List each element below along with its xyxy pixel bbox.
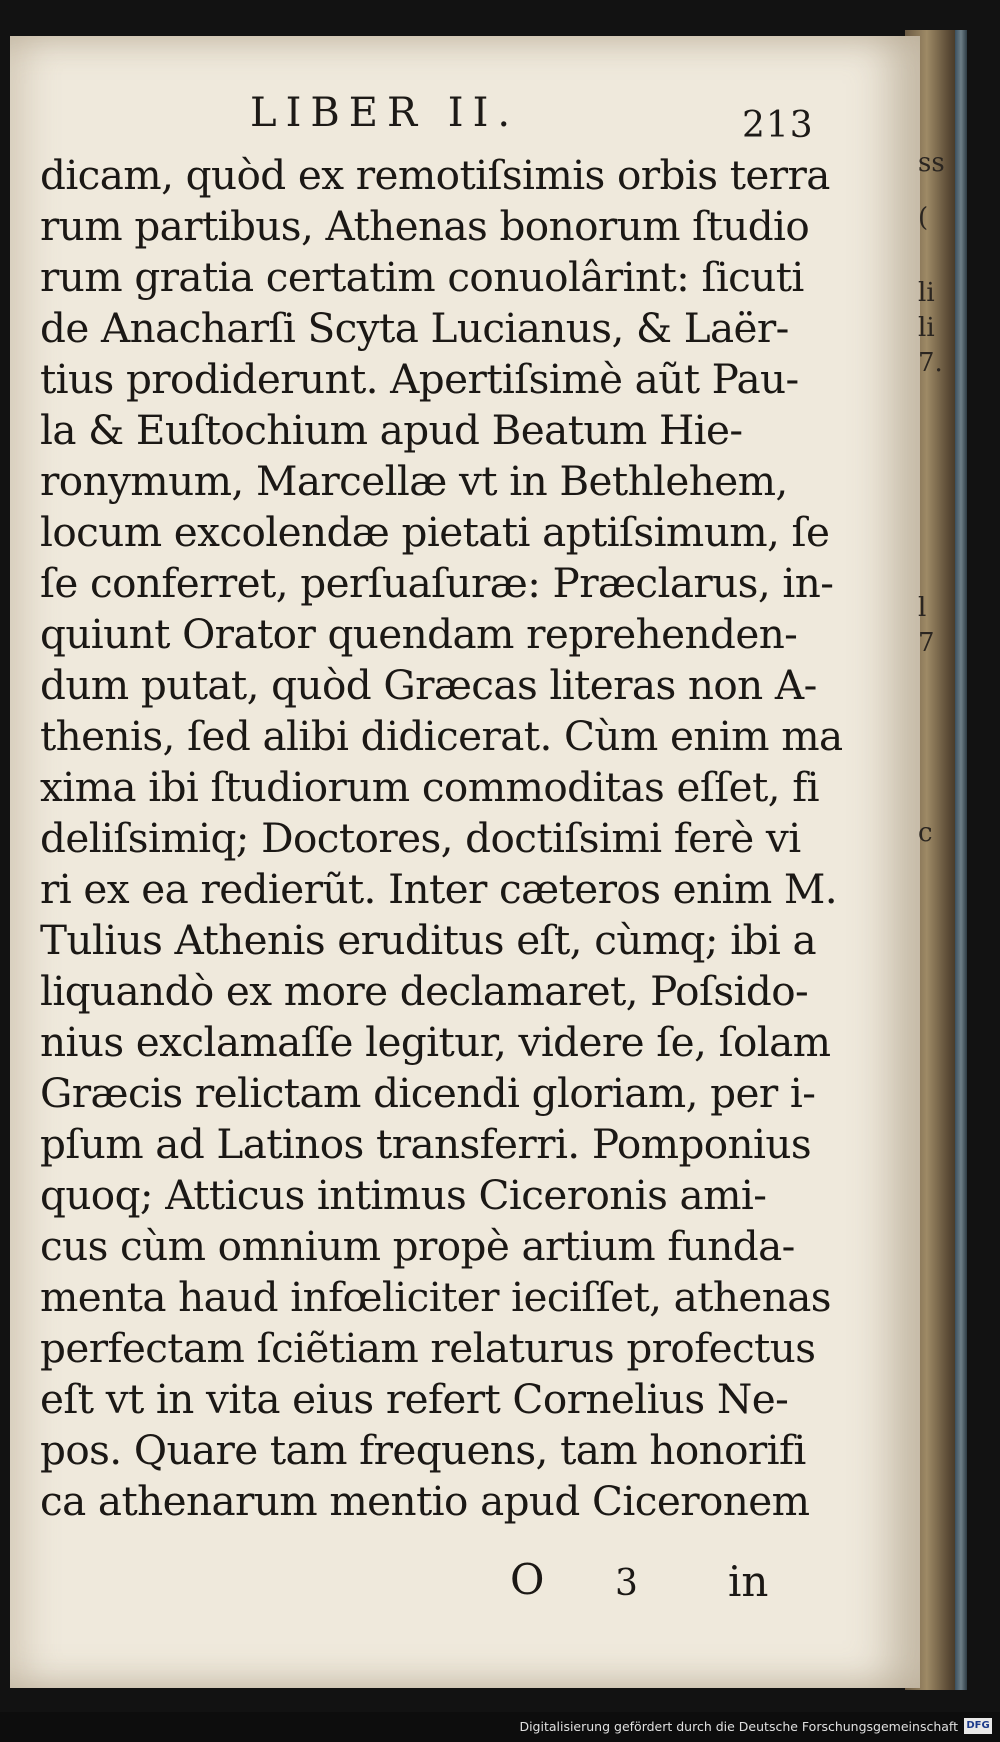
credit-text: Digitalisierung gefördert durch die Deutsche Forschungsgemeinschaft bbox=[519, 1719, 958, 1734]
page-number: 213 bbox=[742, 105, 814, 146]
text-line: Græcis relictam dicendi gloriam, per i- bbox=[40, 1069, 816, 1117]
text-line: menta haud infœliciter ieciſſet, athenas bbox=[40, 1273, 831, 1321]
running-head: LIBER II. bbox=[250, 90, 520, 136]
text-line: la & Euſtochium apud Beatum Hie- bbox=[40, 406, 743, 454]
text-line: pos. Quare tam frequens, tam honorifi bbox=[40, 1426, 806, 1474]
dfg-logo-icon: DFG bbox=[964, 1718, 992, 1734]
text-line: de Anacharſi Scyta Lucianus, & Laër- bbox=[40, 304, 789, 352]
signature-number: 3 bbox=[615, 1563, 638, 1604]
text-line: dum putat, quòd Græcas literas non A- bbox=[40, 661, 817, 709]
page-footer bbox=[40, 1555, 780, 1615]
book-cover-edge bbox=[955, 30, 967, 1690]
edge-mark: ( bbox=[918, 203, 929, 233]
text-line: Tulius Athenis eruditus eſt, cùmq; ibi a bbox=[40, 916, 817, 964]
text-line: ca athenarum mentio apud Ciceronem bbox=[40, 1477, 810, 1525]
catchword: in bbox=[728, 1557, 769, 1606]
signature-mark: O bbox=[510, 1555, 545, 1604]
text-line: rum gratia certatim conuolârint: ſicuti bbox=[40, 253, 804, 301]
edge-mark: c bbox=[918, 818, 933, 848]
text-line: tius prodiderunt. Apertiſsimè aũt Pau- bbox=[40, 355, 799, 403]
text-line: dicam, quòd ex remotiſsimis orbis terra bbox=[40, 151, 830, 199]
text-line: liquandò ex more declamaret, Poſsido- bbox=[40, 967, 809, 1015]
text-line: locum excolendæ pietati aptiſsimum, ſe bbox=[40, 508, 830, 556]
text-line: deliſsimiq; Doctores, doctiſsimi ferè vi bbox=[40, 814, 801, 862]
edge-mark: l bbox=[918, 593, 927, 623]
edge-mark: 7 bbox=[918, 628, 935, 658]
edge-mark: li bbox=[918, 313, 935, 343]
text-line: rum partibus, Athenas bonorum ſtudio bbox=[40, 202, 810, 250]
credit-bar bbox=[0, 1712, 1000, 1742]
text-line: ri ex ea redierũt. Inter cæteros enim M. bbox=[40, 865, 838, 913]
text-line: nius exclamaſſe legitur, videre ſe, ſolam bbox=[40, 1018, 831, 1066]
text-line: ſe conferret, perſuaſuræ: Præclarus, in- bbox=[40, 559, 834, 607]
body-text bbox=[40, 150, 843, 1527]
edge-mark: 7. bbox=[918, 348, 943, 378]
text-line: eſt vt in vita eius refert Cornelius Ne- bbox=[40, 1375, 789, 1423]
text-line: perfectam ſciẽtiam relaturus profectus bbox=[40, 1324, 816, 1372]
text-line: quiunt Orator quendam reprehenden- bbox=[40, 610, 798, 658]
text-line: ronymum, Marcellæ vt in Bethlehem, bbox=[40, 457, 788, 505]
edge-mark: ss bbox=[918, 148, 945, 178]
text-line: thenis, ſed alibi didicerat. Cùm enim ma bbox=[40, 712, 843, 760]
text-line: pſum ad Latinos transferri. Pomponius bbox=[40, 1120, 812, 1168]
edge-mark: li bbox=[918, 278, 935, 308]
text-line: xima ibi ſtudiorum commoditas eſſet, fi bbox=[40, 763, 819, 811]
text-line: quoq; Atticus intimus Ciceronis ami- bbox=[40, 1171, 767, 1219]
text-line: cus cùm omnium propè artium funda- bbox=[40, 1222, 795, 1270]
